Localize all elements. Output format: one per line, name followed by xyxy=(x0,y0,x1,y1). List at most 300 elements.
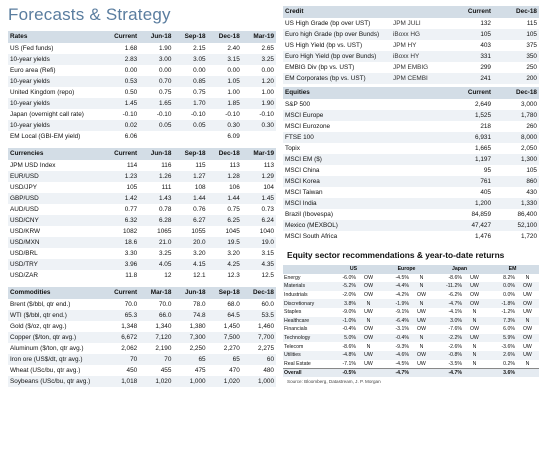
equities-table xyxy=(283,87,539,242)
cell-value: 60.0 xyxy=(261,300,274,308)
column-header: Japan xyxy=(433,265,486,274)
table-row xyxy=(283,110,539,121)
cell-value: 0.76 xyxy=(193,205,206,213)
cell-value xyxy=(463,368,486,377)
cell-value: 19.0 xyxy=(242,237,276,248)
cell-value: 115 xyxy=(526,19,537,27)
cell-value: 6,672 xyxy=(105,332,139,343)
sector-recs-table xyxy=(283,265,539,377)
cell-value xyxy=(391,187,447,198)
currencies-header xyxy=(8,148,276,160)
row-label: 10-year yields xyxy=(8,76,105,87)
row-label: Soybeans (USc/bu, qtr avg.) xyxy=(8,376,105,387)
cell-value: 3.20 xyxy=(193,249,206,257)
cell-value: JPM HY xyxy=(393,41,417,49)
cell-value xyxy=(391,231,447,242)
table-row xyxy=(8,171,276,182)
column-header: Credit xyxy=(283,6,391,18)
row-label: Technology xyxy=(283,334,327,343)
cell-value: 475 xyxy=(194,366,206,374)
table-row xyxy=(8,87,276,98)
column-header xyxy=(391,87,447,99)
cell-value: 0.78 xyxy=(158,205,172,213)
column-header: Commodities xyxy=(8,287,105,299)
cell-value: 0.0% xyxy=(503,292,515,299)
cell-value: 21.0 xyxy=(139,237,173,248)
table-row xyxy=(283,51,539,62)
cell-value: -6.4% xyxy=(380,317,410,326)
cell-value: -1.0% xyxy=(327,317,357,326)
cell-value: 1.20 xyxy=(242,76,276,87)
cell-value: 12.3 xyxy=(227,271,240,279)
cell-value: 52,100 xyxy=(493,220,539,231)
cell-value: 0.05 xyxy=(139,120,173,131)
table-row xyxy=(8,204,276,215)
cell-value: 0.75 xyxy=(227,205,240,213)
cell-value: -8.6% xyxy=(342,343,356,350)
cell-value: 113 xyxy=(263,161,274,169)
cell-value: 0.02 xyxy=(105,120,139,131)
cell-value: -4.7% xyxy=(433,368,463,377)
commodities-header xyxy=(8,287,276,299)
row-label: EM Corporates (bp vs. UST) xyxy=(283,73,391,84)
cell-value: 1082 xyxy=(122,227,138,235)
row-label: Topix xyxy=(285,144,300,152)
cell-value: iBoxx HY xyxy=(391,51,447,62)
cell-value: N xyxy=(472,343,477,350)
cell-value: 1,525 xyxy=(447,110,493,121)
cell-value: 106 xyxy=(229,183,240,191)
cell-value xyxy=(410,368,433,377)
cell-value: 105 xyxy=(447,29,493,40)
table-row xyxy=(283,73,539,84)
cell-value: 1.70 xyxy=(173,98,207,109)
cell-value: 8,000 xyxy=(493,132,539,143)
cell-value: 350 xyxy=(493,51,539,62)
row-label: USD/ZAR xyxy=(10,271,39,279)
cell-value: 6.06 xyxy=(124,132,138,140)
cell-value: OW xyxy=(516,334,539,343)
cell-value: UW xyxy=(417,360,426,367)
cell-value: 7,500 xyxy=(208,332,242,343)
cell-value: 218 xyxy=(480,122,491,130)
credit-table xyxy=(283,6,539,84)
cell-value: 1065 xyxy=(157,227,172,235)
cell-value xyxy=(391,143,447,154)
cell-value: 0.70 xyxy=(139,76,173,87)
table-row xyxy=(283,299,539,308)
cell-value: 0.53 xyxy=(105,76,139,87)
cell-value: OW xyxy=(516,282,539,291)
cell-value: OW xyxy=(357,282,380,291)
column-header: Equities xyxy=(283,87,391,99)
row-label: MSCI Europe xyxy=(283,110,391,121)
markets-panel xyxy=(283,6,539,384)
table-row xyxy=(283,121,539,132)
table-row xyxy=(283,62,539,73)
cell-value: N xyxy=(357,317,380,326)
row-label: MSCI India xyxy=(283,198,391,209)
row-label: Euro area (Refi) xyxy=(10,66,56,74)
cell-value: 1,300 xyxy=(493,154,539,165)
cell-value: 1,348 xyxy=(121,322,138,330)
cell-value: -0.10 xyxy=(191,110,206,118)
cell-value: 114 xyxy=(127,161,138,169)
row-label: MSCI China xyxy=(285,166,320,174)
row-label: EM Local (GBI-EM yield) xyxy=(10,132,81,140)
table-row xyxy=(283,165,539,176)
cell-value: 7,300 xyxy=(173,332,207,343)
cell-value: -4.8% xyxy=(327,351,357,360)
cell-value: -3.6% xyxy=(501,343,515,350)
row-label: Aluminum ($/ton, qtr avg.) xyxy=(10,344,84,352)
cell-value: 74.8 xyxy=(173,310,207,321)
cell-value: 70.0 xyxy=(158,300,172,308)
column-header: Dec-18 xyxy=(242,287,276,299)
column-header: US xyxy=(327,265,380,274)
table-row xyxy=(283,132,539,143)
rates-table xyxy=(8,31,276,142)
cell-value: 6.24 xyxy=(242,215,276,226)
cell-value: 1045 xyxy=(225,227,240,235)
table-row xyxy=(8,321,276,332)
cell-value: -2.2% xyxy=(433,334,463,343)
table-row xyxy=(283,220,539,231)
cell-value: 200 xyxy=(493,73,539,84)
cell-value: N xyxy=(463,351,486,360)
column-header: Jun-18 xyxy=(139,148,173,160)
table-row xyxy=(8,76,276,87)
cell-value: -7.6% xyxy=(448,326,462,333)
row-label: Materials xyxy=(283,282,327,291)
cell-value: UW xyxy=(364,309,373,316)
row-label: Overall xyxy=(283,368,327,377)
cell-value: 405 xyxy=(480,188,491,196)
cell-value: 1.29 xyxy=(242,171,276,182)
cell-value: -0.4% xyxy=(342,326,356,333)
cell-value: 3.15 xyxy=(261,249,274,257)
cell-value: 4.35 xyxy=(242,259,276,270)
cell-value: 7.3% xyxy=(486,317,516,326)
cell-value: 1.42 xyxy=(105,193,139,204)
cell-value: UW xyxy=(364,360,373,367)
cell-value: 0.85 xyxy=(173,76,207,87)
sector-recs-title: Equity sector recommendations & year-to-date returns xyxy=(287,250,505,260)
cell-value: 7,120 xyxy=(139,332,173,343)
table-row xyxy=(283,198,539,209)
cell-value: 70.0 xyxy=(124,300,138,308)
cell-value: UW xyxy=(523,292,532,299)
cell-value: -6.2% xyxy=(448,292,462,299)
table-row xyxy=(283,176,539,187)
table-row xyxy=(8,310,276,321)
credit-body xyxy=(283,18,539,84)
row-label: EMBIG Div (bp vs. UST) xyxy=(285,63,355,71)
cell-value: 1055 xyxy=(191,227,206,235)
cell-value: 1.00 xyxy=(261,88,274,96)
cell-value xyxy=(391,110,447,121)
cell-value: -4.7% xyxy=(433,299,463,308)
cell-value: 1.68 xyxy=(124,44,138,52)
table-row xyxy=(283,282,539,291)
cell-value: UW xyxy=(417,309,426,316)
table-row xyxy=(283,143,539,154)
cell-value: 2.15 xyxy=(193,44,206,52)
cell-value: 0.77 xyxy=(124,205,138,213)
column-header: Dec-18 xyxy=(493,6,539,18)
row-label: WTI ($/bbl, qtr end.) xyxy=(8,310,105,321)
cell-value: 2,649 xyxy=(475,100,491,108)
cell-value: 1.65 xyxy=(139,98,173,109)
cell-value: -3.5% xyxy=(448,360,462,367)
row-label: US (Fed funds) xyxy=(10,44,54,52)
row-label: USD/JPY xyxy=(10,183,37,191)
cell-value: -0.10 xyxy=(156,110,172,118)
cell-value: 1.43 xyxy=(139,193,173,204)
table-row xyxy=(283,317,539,326)
column-header: Dec-18 xyxy=(208,31,242,43)
cell-value xyxy=(391,154,447,165)
cell-value: JPM EMBIG xyxy=(393,63,429,71)
cell-value: 6.28 xyxy=(139,215,173,226)
cell-value: 1,340 xyxy=(155,322,172,330)
cell-value: OW xyxy=(470,326,479,333)
table-row xyxy=(8,237,276,248)
cell-value: 3.0% xyxy=(433,317,463,326)
cell-value: -11.2% xyxy=(433,282,463,291)
cell-value: 1,780 xyxy=(493,110,539,121)
cell-value: N xyxy=(516,317,539,326)
cell-value: 2,270 xyxy=(223,344,240,352)
cell-value: 66.0 xyxy=(139,310,173,321)
row-label: Euro high Grade (bp over Bunds) xyxy=(283,29,391,40)
cell-value: -4.5% xyxy=(395,360,409,367)
cell-value: N xyxy=(410,334,433,343)
cell-value: 70 xyxy=(105,354,139,365)
cell-value: OW xyxy=(364,326,373,333)
table-row xyxy=(283,187,539,198)
cell-value: UW xyxy=(516,351,539,360)
cell-value: UW xyxy=(357,351,380,360)
column-header: Mar-18 xyxy=(139,287,173,299)
cell-value: 0.00 xyxy=(261,66,274,74)
row-label: Telecom xyxy=(284,343,304,350)
cell-value: -4.4% xyxy=(380,282,410,291)
cell-value: 2,050 xyxy=(521,144,537,152)
cell-value: -0.10 xyxy=(259,110,274,118)
row-label: USD/TRY xyxy=(8,259,105,270)
cell-value: 78.0 xyxy=(193,300,206,308)
cell-value xyxy=(173,131,207,142)
cell-value: 403 xyxy=(480,41,491,49)
cell-value: 105 xyxy=(126,183,138,191)
cell-value: 1.45 xyxy=(105,98,139,109)
row-label: MSCI EM ($) xyxy=(283,154,391,165)
cell-value: UW xyxy=(463,334,486,343)
cell-value: 0.2% xyxy=(503,360,515,367)
cell-value: -6.0% xyxy=(342,274,356,281)
cell-value: N xyxy=(463,317,486,326)
cell-value xyxy=(391,220,447,231)
cell-value: 1.44 xyxy=(173,193,207,204)
cell-value: 1,450 xyxy=(223,322,240,330)
cell-value xyxy=(357,368,380,377)
cell-value: 1,018 xyxy=(105,376,139,387)
cell-value: 3.25 xyxy=(158,249,172,257)
cell-value: 12.1 xyxy=(193,271,206,279)
cell-value: 64.5 xyxy=(208,310,242,321)
cell-value: 0.73 xyxy=(261,205,274,213)
cell-value: 47,427 xyxy=(447,220,493,231)
column-header: Current xyxy=(447,6,493,18)
column-header: Current xyxy=(105,148,139,160)
row-label: MSCI Taiwan xyxy=(285,188,323,196)
table-row xyxy=(8,259,276,270)
row-label: Real Estate xyxy=(284,360,311,367)
cell-value: N xyxy=(410,282,433,291)
cell-value: 241 xyxy=(447,73,493,84)
cell-value: UW xyxy=(523,343,532,350)
sector-recs-header xyxy=(283,265,539,274)
row-label: Japan (overnight call rate) xyxy=(10,110,84,118)
cell-value: 20.0 xyxy=(173,237,207,248)
cell-value: 65.3 xyxy=(105,310,139,321)
sector-recs-body xyxy=(283,274,539,377)
cell-value: 3.25 xyxy=(242,54,276,65)
cell-value: 3.20 xyxy=(227,249,240,257)
table-row xyxy=(283,334,539,343)
cell-value: 19.5 xyxy=(208,237,242,248)
cell-value: 331 xyxy=(447,51,493,62)
source-note: Source: Bloomberg, Datastream, J. P. Morgan xyxy=(287,378,381,384)
cell-value: -5.2% xyxy=(327,282,357,291)
cell-value: 108 xyxy=(194,183,206,191)
cell-value xyxy=(139,131,173,142)
cell-value: -1.2% xyxy=(501,309,515,316)
cell-value: 3.6% xyxy=(486,368,516,377)
cell-value: OW xyxy=(410,351,433,360)
cell-value: 1,476 xyxy=(475,232,491,240)
column-header: Rates xyxy=(8,31,105,43)
cell-value: 0.0% xyxy=(486,282,516,291)
column-header: EM xyxy=(486,265,539,274)
cell-value xyxy=(391,99,447,110)
column-header: Mar-19 xyxy=(242,148,276,160)
table-row xyxy=(8,343,276,354)
cell-value xyxy=(391,198,447,209)
table-row xyxy=(283,99,539,110)
cell-value: -4.2% xyxy=(395,292,409,299)
cell-value: 12 xyxy=(164,271,172,279)
cell-value: N xyxy=(472,360,477,367)
cell-value: 3.8% xyxy=(327,299,357,308)
cell-value: 1.44 xyxy=(208,193,242,204)
cell-value: 2,062 xyxy=(121,344,138,352)
cell-value: 65 xyxy=(173,354,207,365)
row-label: GBP/USD xyxy=(8,193,105,204)
cell-value xyxy=(391,132,447,143)
cell-value: 53.5 xyxy=(242,310,276,321)
cell-value: -1.9% xyxy=(380,299,410,308)
table-row xyxy=(283,360,539,369)
cell-value: 1.28 xyxy=(208,171,242,182)
cell-value: 1.45 xyxy=(242,193,276,204)
table-row xyxy=(8,54,276,65)
cell-value: 5.9% xyxy=(486,334,516,343)
cell-value: 11.8 xyxy=(125,271,138,279)
cell-value: 115 xyxy=(195,161,206,169)
cell-value: 0.75 xyxy=(158,88,172,96)
commodities-body xyxy=(8,299,276,387)
table-row xyxy=(8,365,276,376)
table-row xyxy=(283,325,539,334)
cell-value: 455 xyxy=(160,366,172,374)
table-row xyxy=(8,299,276,310)
table-row xyxy=(283,18,539,29)
row-label: Wheat (USc/bu, qtr avg.) xyxy=(10,366,81,374)
cell-value: 0.05 xyxy=(173,120,207,131)
table-row xyxy=(8,98,276,109)
table-row xyxy=(8,193,276,204)
row-label: Staples xyxy=(284,309,302,316)
table-row xyxy=(283,308,539,317)
cell-value: OW xyxy=(470,292,479,299)
table-row xyxy=(8,120,276,131)
cell-value: 1,020 xyxy=(139,376,173,387)
row-label: USD/MXN xyxy=(8,237,105,248)
cell-value: 1040 xyxy=(259,227,274,235)
cell-value: 1,460 xyxy=(258,322,274,330)
row-label: MSCI South Africa xyxy=(285,232,338,240)
cell-value: 1,000 xyxy=(242,376,276,387)
cell-value: 6.32 xyxy=(105,215,139,226)
cell-value: N xyxy=(419,343,424,350)
cell-value: 2.6% xyxy=(486,351,516,360)
cell-value xyxy=(391,121,447,132)
cell-value: N xyxy=(357,299,380,308)
cell-value: -9.3% xyxy=(395,343,409,350)
forecasts-panel xyxy=(8,4,276,387)
row-label: S&P 500 xyxy=(285,100,311,108)
row-label: USD/KRW xyxy=(10,227,41,235)
row-label: Copper ($/ton, qtr avg.) xyxy=(8,332,105,343)
row-label: Mexico (MEXBOL) xyxy=(283,220,391,231)
cell-value: 1,380 xyxy=(189,322,206,330)
cell-value: UW xyxy=(410,317,433,326)
cell-value: -4.6% xyxy=(380,351,410,360)
row-label: Discretionary xyxy=(283,299,327,308)
row-label: JPM USD Index xyxy=(10,161,56,169)
cell-value: OW xyxy=(463,299,486,308)
cell-value: 65 xyxy=(208,354,242,365)
column-header: Jun-18 xyxy=(139,31,173,43)
column-header: Dec-18 xyxy=(208,148,242,160)
row-label: Healthcare xyxy=(283,317,327,326)
row-label: AUD/USD xyxy=(10,205,39,213)
row-label: Brent ($/bbl, qtr end.) xyxy=(10,300,71,308)
column-header: Current xyxy=(105,31,139,43)
cell-value xyxy=(391,209,447,220)
cell-value: -0.10 xyxy=(225,110,240,118)
table-row xyxy=(283,351,539,360)
table-row xyxy=(8,160,276,171)
cell-value: -2.6% xyxy=(448,343,462,350)
cell-value: 450 xyxy=(126,366,138,374)
cell-value: 1,020 xyxy=(208,376,242,387)
column-header: Sep-18 xyxy=(173,148,207,160)
page-title: Forecasts & Strategy xyxy=(8,5,171,24)
table-row xyxy=(8,215,276,226)
